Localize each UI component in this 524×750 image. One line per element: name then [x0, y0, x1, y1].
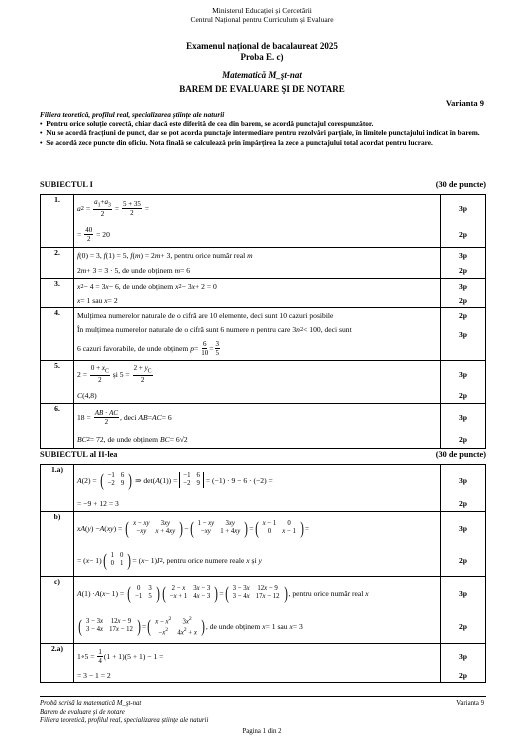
item-number: 2.a) [41, 644, 74, 683]
item-points: 3p 2p [441, 644, 486, 683]
item-solution: A (1) · A ( x − 1) = ( 0 3 −1 5 ) ( 2 − x 3x − 3 −x + 1 4x − 3 ) = ( 3 − 3x 12x − 9 3 − 4x 17x − 12 ) , pentru orice număr real x ( 3 − 3x 12x − 9 3 − 4x 17x − 12 ) = ( $x - x^2$ $3x^2$ $-x^2$ $4x^2 + x$ ) , de unde obținem x = 1 sau x = 3 [74, 577, 441, 644]
barem-title: BAREM DE EVALUARE ŞI DE NOTARE [179, 84, 345, 94]
exam-proba: Proba E. c) [240, 52, 284, 62]
item-points: 3p 2p [441, 195, 486, 248]
rule-1: • Pentru orice soluție corectă, chiar dacă este diferită de cea din barem, se acordă punctajul corespunzător. [40, 119, 374, 129]
item-number: 1. [41, 195, 74, 248]
table-row [41, 465, 486, 512]
intro-block [40, 110, 486, 147]
item-points: 2p 3p [441, 308, 486, 361]
footer-divider [40, 696, 486, 697]
item-solution: 2 = $\frac{0 + x_C}{2}$ și 5 = $\frac{2 + y_C}{2}$ C (4,8) [74, 361, 441, 404]
item-number: 2. [41, 248, 74, 279]
item-solution: 18 = $\frac{AB \cdot AC}{2}$ , deci AB = AC = 6 BC 2 = 72 , de unde obținem BC = 6√2 [74, 404, 441, 449]
item-points: 3p 2p [441, 577, 486, 644]
item-number: b) [41, 512, 74, 577]
item-number: 5. [41, 361, 74, 404]
center-header: Centrul Național pentru Curriculum și Evaluare [190, 15, 334, 24]
item-solution: Mulțimea numerelor naturale de o cifră are 10 elemente, deci sunt 10 cazuri posibile În mulțimea numerelor naturale de o cifră sunt 6 numere n pentru care 3 n 2 < 100 , deci sunt 6 cazuri favorabile, de unde obținem p = $\frac{6}{10}$ = $\frac{3}{5}$ [74, 308, 441, 361]
ministry-header: Ministerul Educației și Cercetării [212, 6, 312, 15]
item-number: c) [41, 577, 74, 644]
item-points: 3p 2p [441, 512, 486, 577]
item-number: 1.a) [41, 465, 74, 512]
item-solution: a 2 = $\frac{a_1+a_3}{2}$ = $\frac{5 + 35}{2}$ = = $\frac{40}{2}$ = 20 [74, 195, 441, 248]
page-number: Pagina 1 din 2 [242, 728, 282, 735]
item-points: 3p 2p [441, 465, 486, 512]
item-points: 3p 2p [441, 279, 486, 308]
item-number: 4. [41, 308, 74, 361]
table-row [41, 195, 486, 248]
variant-label: Varianta 9 [445, 98, 484, 108]
table-row [41, 404, 486, 449]
item-number: 6. [41, 404, 74, 449]
filiera-text: Filiera teoretică, profilul real, specializarea științe ale naturii [40, 110, 225, 119]
item-points: 3p 2p [441, 404, 486, 449]
item-solution: 1∘5 = $\frac{1}{4}$ (1 + 1)(5 + 1) − 1 = = 3 − 1 = 2 [74, 644, 441, 683]
rule-3: • Se acordă zece puncte din oficiu. Nota finală se calculează prin împărțirea la zece a punctajului total acordat pentru lucrare. [40, 137, 433, 147]
item-solution: f (0) = 3, f (1) = 5, f ( m ) = 2 m + 3 , pentru orice număr real m 2 m + 3 = 3 · 5 , de unde obținem m = 6 [74, 248, 441, 279]
table-row [41, 577, 486, 644]
subiect2-table [40, 464, 486, 683]
item-points: 3p 2p [441, 248, 486, 279]
footer-left: Probă scrisă la matematică M_şt-nat Barem de evaluare și de notare Filiera teoretică, profilul real, specializarea științe ale naturii [40, 700, 209, 724]
subiect1-heading: SUBIECTUL I (30 de puncte) [40, 180, 486, 189]
exam-subject: Matematică M_şt-nat [222, 70, 302, 80]
subiect2-heading: SUBIECTUL al II-lea (30 de puncte) [40, 450, 486, 459]
footer-variant: Varianta 9 [456, 700, 484, 707]
item-solution: x 2 − 4 = 3 x − 6 , de unde obținem x 2 − 3 x + 2 = 0 x = 1 sau x = 2 [74, 279, 441, 308]
table-row [41, 279, 486, 308]
rule-2: • Nu se acordă fracțiuni de punct, dar se pot acorda punctaje intermediare pentru rezolvări parțiale, în limitele punctajului indicat în barem. [40, 128, 480, 138]
table-row [41, 361, 486, 404]
table-row [41, 644, 486, 683]
table-row [41, 512, 486, 577]
exam-title: Examenul național de bacalaureat 2025 [186, 41, 338, 51]
table-row [41, 248, 486, 279]
table-row [41, 308, 486, 361]
item-number: 3. [41, 279, 74, 308]
subiect1-table [40, 194, 486, 449]
item-solution: xA ( y ) − A ( xy ) = ( x − xy 3xy −xy x + 4xy ) − ( 1 − xy 3xy −xy 1 + 4xy ) = ( x − 1 0 0 x − 1 ) = = ( x − 1) ( 1 0 0 1 ) = ( x − 1) I 2 , pentru orice numere reale x și y [74, 512, 441, 577]
item-solution: A (2) = ( −1 6 −2 9 ) ⇒ det( A (1)) = −1 6 −2 9 = (−1) · 9 − 6 · (−2) = = −9 + 12 = 3 [74, 465, 441, 512]
item-points: 3p 2p [441, 361, 486, 404]
